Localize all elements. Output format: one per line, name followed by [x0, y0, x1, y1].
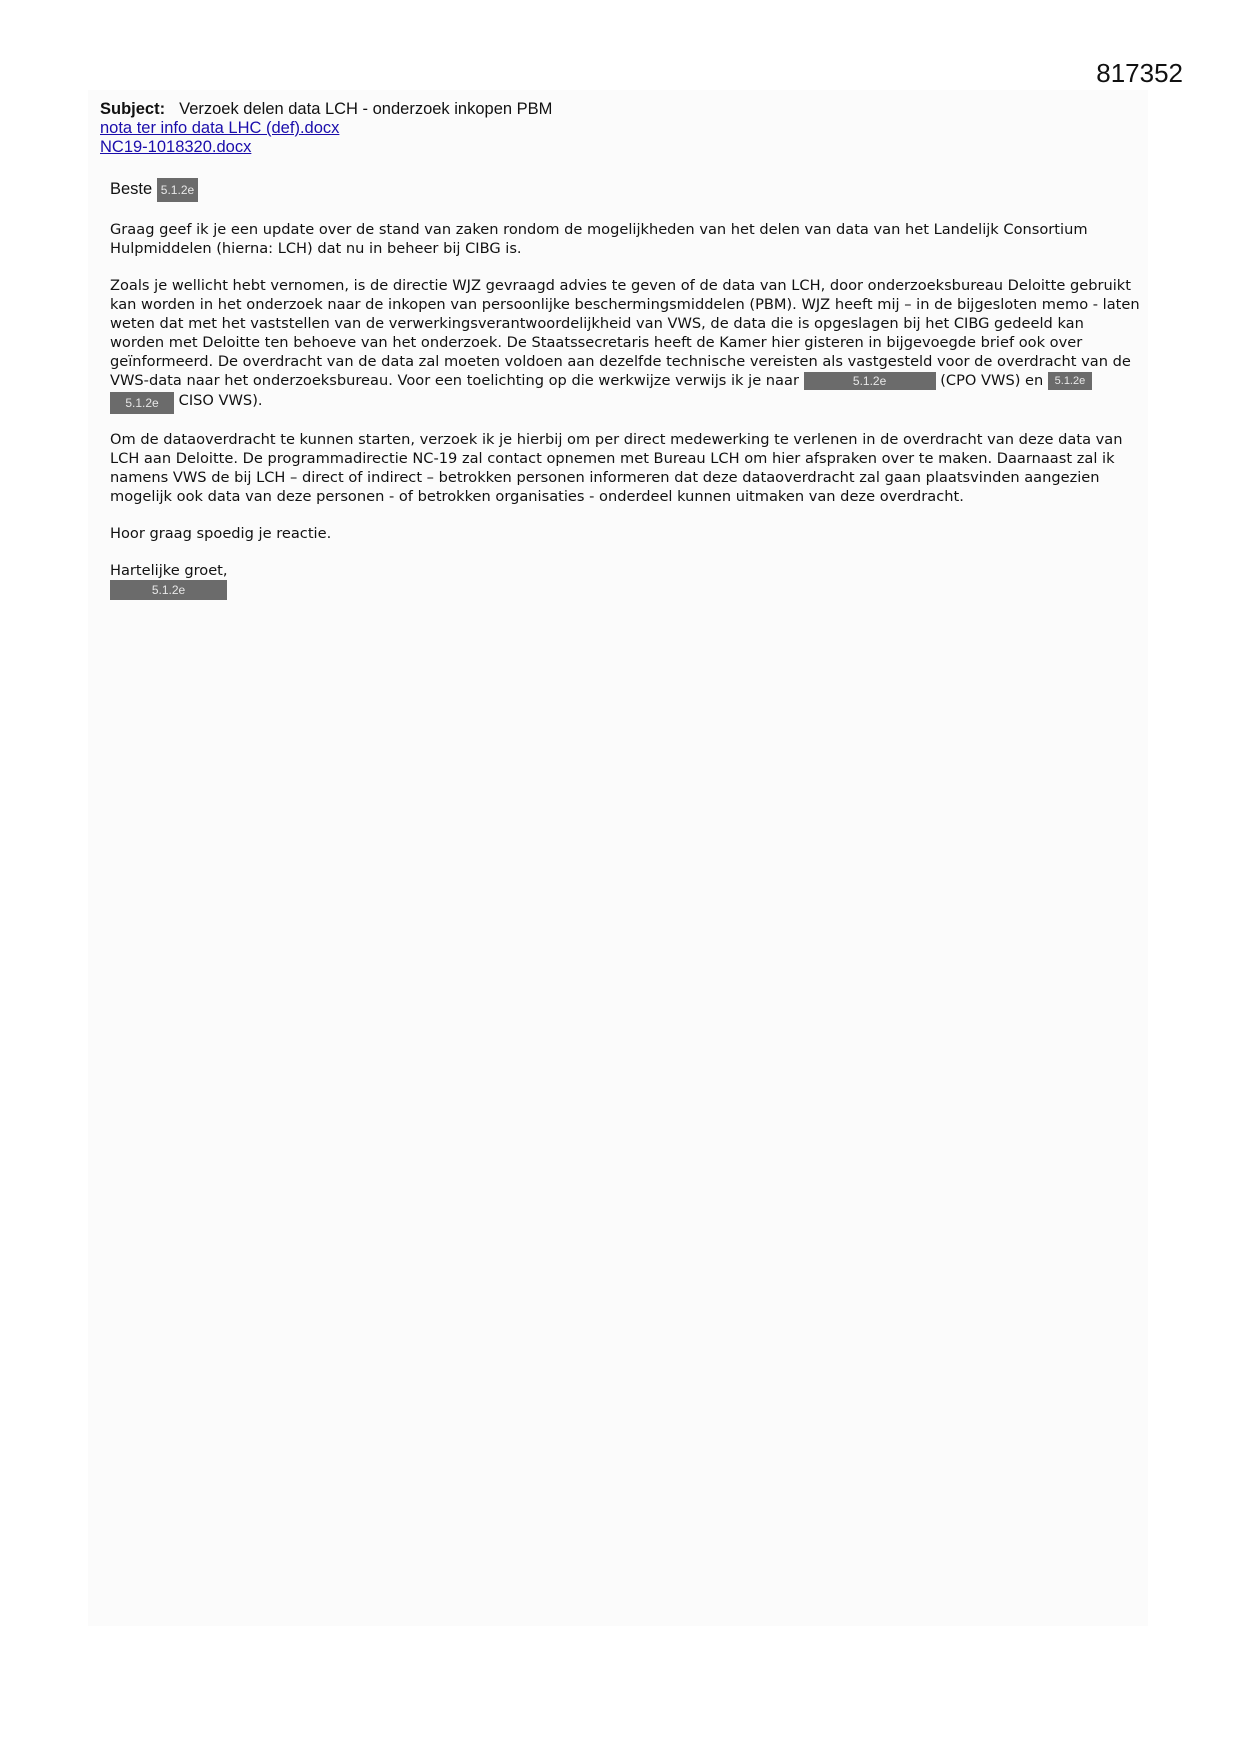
redaction-block: 5.1.2e — [804, 372, 936, 390]
paragraph-request: Om de dataoverdracht te kunnen starten, verzoek ik je hierbij om per direct medewerking te verlenen in de overdracht van deze data van LCH aan Deloitte. De programmadirectie NC-19 zal contact opnemen met Bureau LCH om hier afspraken over te maken. Daarnaast zal ik namens VWS de bij LCH – direct of indirect – betrokken personen informeren dat deze dataoverdracht zal gaan plaatsvinden aangezien mogelijk ook data van deze personen - of betrokken organisaties - onderdeel kunnen uitmaken van deze overdracht. — [110, 431, 1123, 505]
attachment-link-nota[interactable]: nota ter info data LHC (def).docx — [100, 119, 340, 137]
paragraph-advice-ciso: CISO VWS). — [178, 392, 263, 409]
subject-line — [100, 100, 552, 119]
subject-value: Verzoek delen data LCH - onderzoek inkopen PBM — [179, 100, 553, 118]
salutation — [110, 176, 1140, 202]
attachment-link-nc19[interactable]: NC19-1018320.docx — [100, 138, 252, 156]
signature — [110, 561, 1140, 600]
subject-label: Subject: — [100, 100, 166, 118]
email-body — [110, 176, 1140, 600]
redaction-block: 5.1.2e — [157, 178, 198, 202]
paragraph-advice-text: Zoals je wellicht hebt vernomen, is de directie WJZ gevraagd advies te geven of de data van LCH, door onderzoeksbureau Deloitte gebruikt kan worden in het onderzoek naar de inkopen van persoonlijke beschermingsmiddelen (PBM). WJZ heeft mij – in de bijgesloten memo - laten weten dat met het vaststellen van de verwerkingsverantwoordelijkheid van VWS, de data die is opgeslagen bij het CIBG gedeeld kan worden met Deloitte ten behoeve van het onderzoek. De Staatssecretaris heeft de Kamer hier gisteren in bijgevoegde brief ook over geïnformeerd. De overdracht van de data zal moeten voldoen aan dezelfde technische vereisten als vastgesteld voor de overdracht van de VWS-data naar het onderzoeksbureau. Voor een toelichting op die werkwijze verwijs ik je naar — [110, 277, 1140, 389]
paragraph-advice-cpo: (CPO VWS) en — [940, 372, 1044, 389]
paragraph-reply: Hoor graag spoedig je reactie. — [110, 525, 332, 542]
paragraph-update: Graag geef ik je een update over de stand van zaken rondom de mogelijkheden van het delen van data van het Landelijk Consortium Hulpmiddelen (hierna: LCH) dat nu in beheer bij CIBG is. — [110, 221, 1088, 257]
paragraph-advice — [110, 276, 1140, 412]
salutation-text: Beste — [110, 180, 153, 198]
closing-text: Hartelijke groet, — [110, 562, 228, 579]
redaction-block: 5.1.2e — [110, 392, 174, 414]
redaction-block: 5.1.2e — [1048, 372, 1092, 390]
document-number: 817352 — [1096, 58, 1183, 88]
redaction-block: 5.1.2e — [110, 580, 227, 600]
email-header — [100, 100, 552, 157]
